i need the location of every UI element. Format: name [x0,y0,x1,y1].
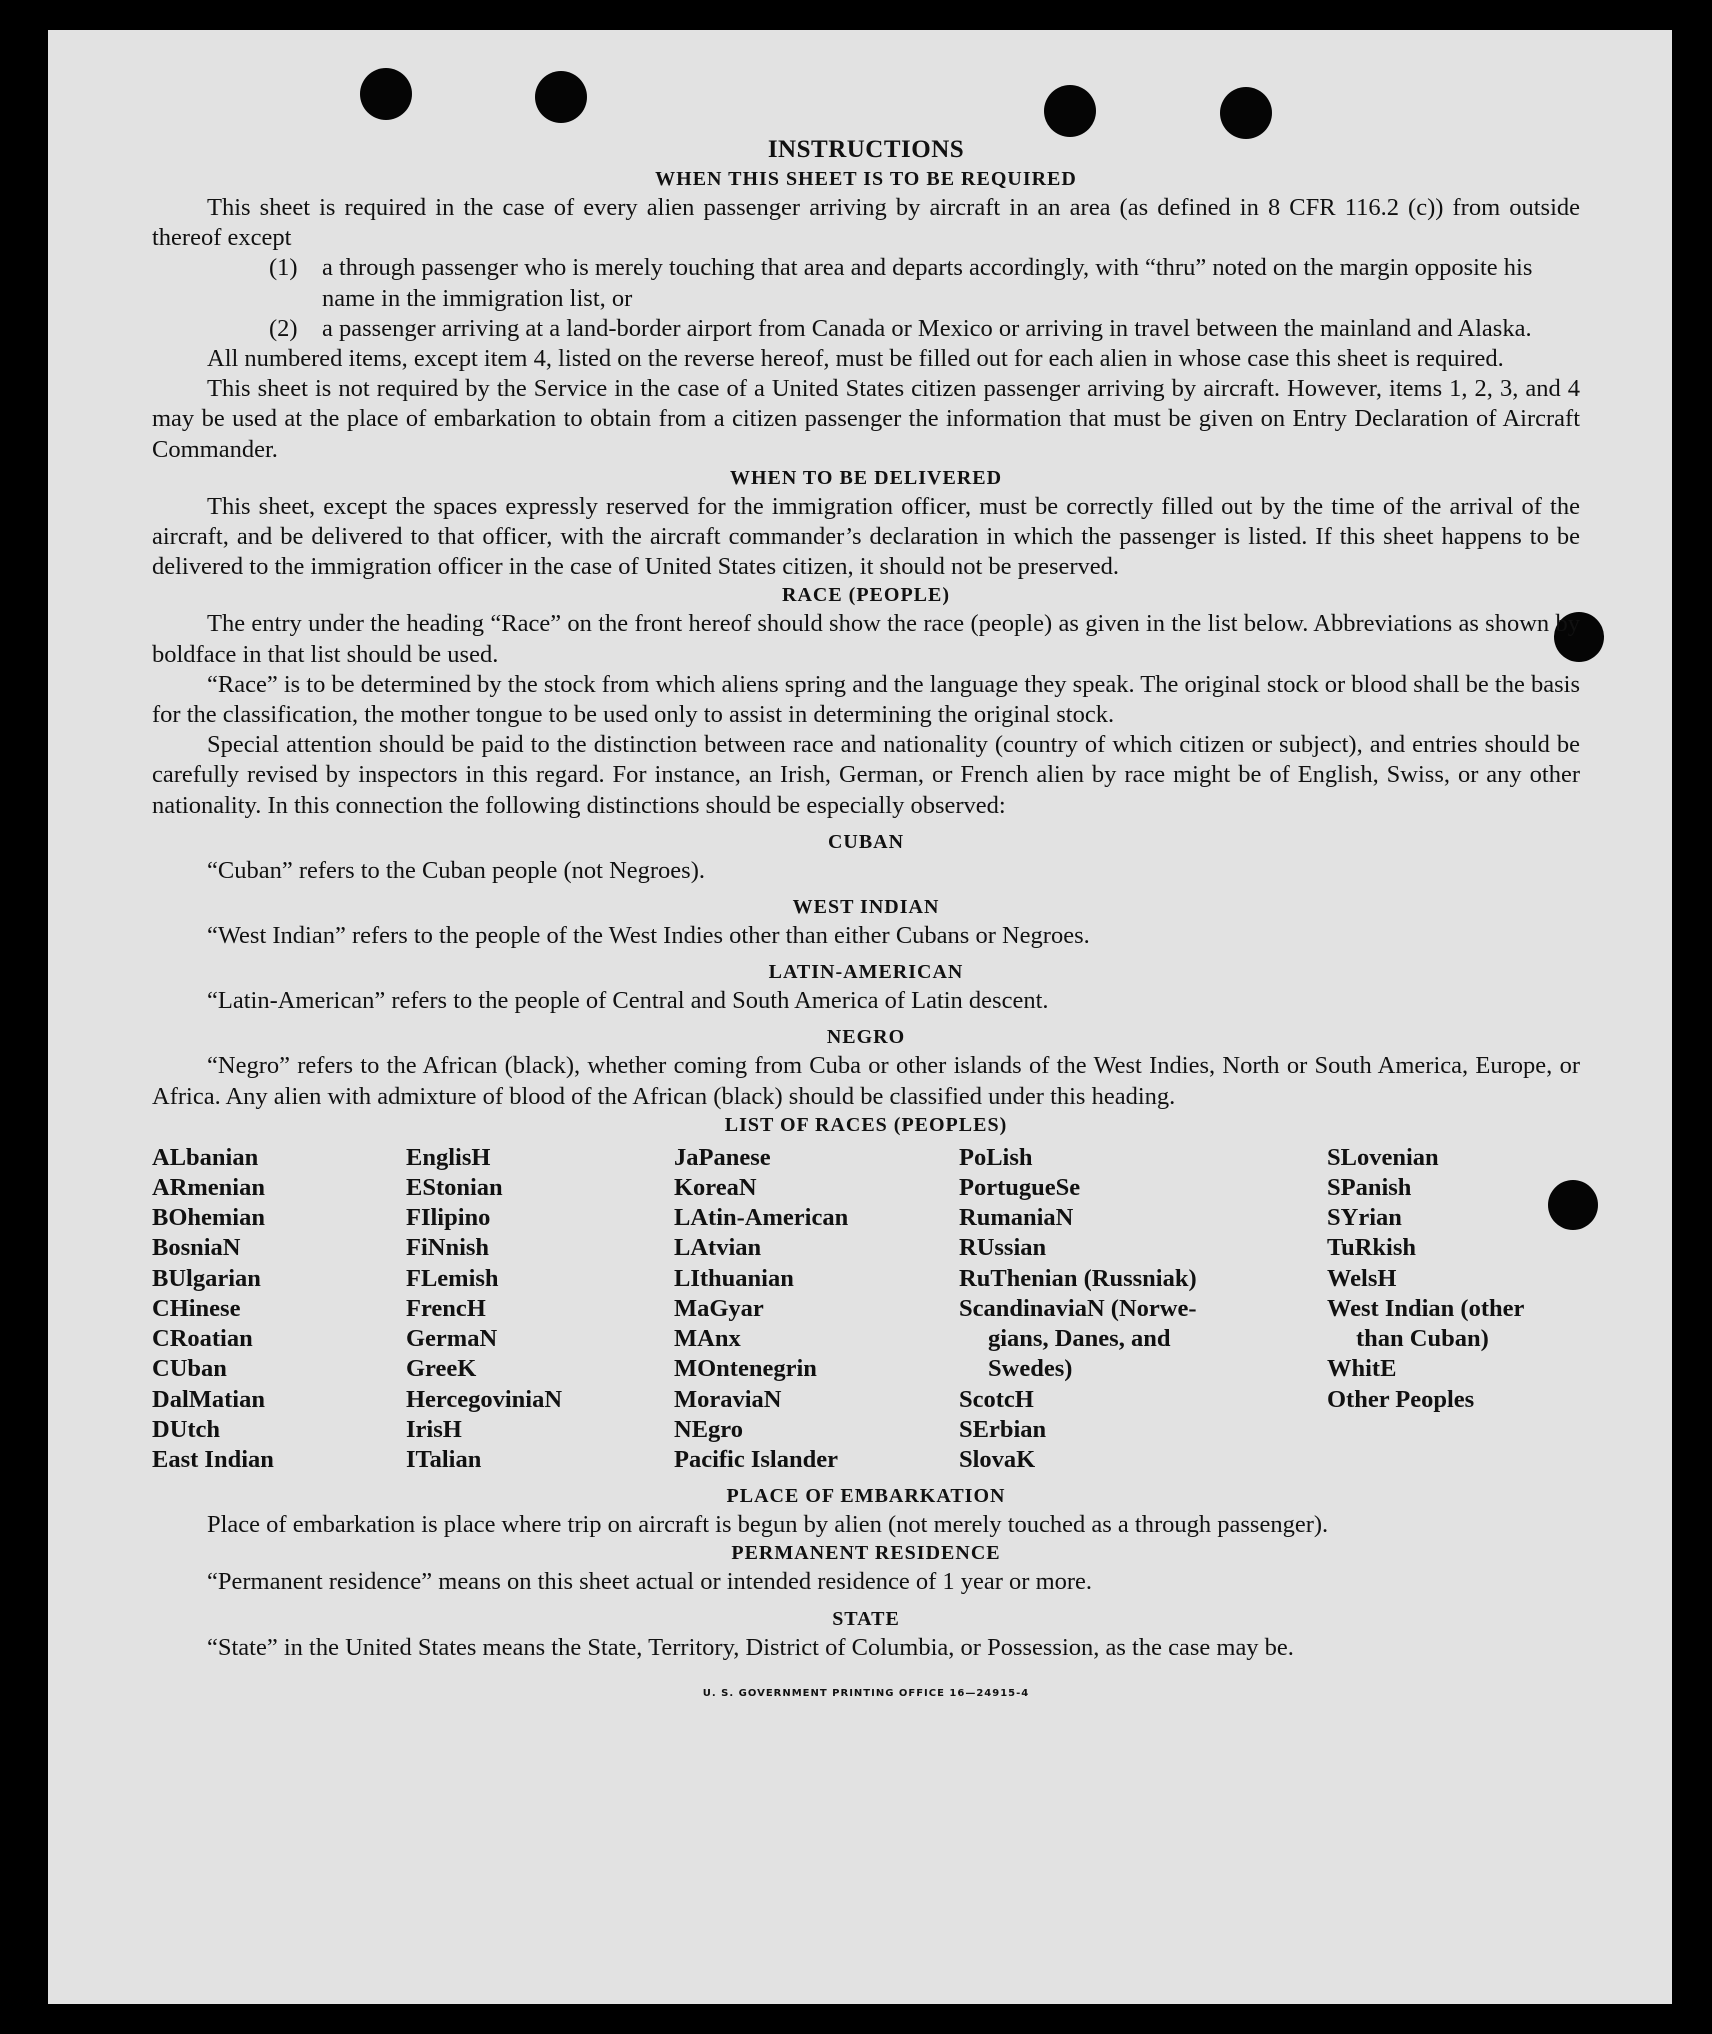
section-heading: NEGRO [826,1026,906,1049]
instructions-body [152,134,1580,1709]
paragraph: All numbered items, except item 4, listed on the reverse hereof, must be filled out for each alien in whose case this sheet is required. [207,345,1504,373]
paragraph: “State” in the United States means the State, Territory, District of Columbia, or Possession, as the case may be. [207,1633,1294,1661]
race-item: West Indian (other [1327,1294,1525,1322]
race-list [152,1143,1580,1475]
race-item: EStonian [406,1174,503,1202]
printer-imprint: U. S. GOVERNMENT PRINTING OFFICE 16—24915-4 [702,1687,1030,1699]
race-item: East Indian [152,1445,274,1473]
race-item: LAtvian [674,1234,762,1262]
document-page [48,30,1672,2004]
race-item: BUlgarian [152,1264,261,1292]
race-item: KoreaN [674,1174,757,1202]
race-item: RumaniaN [959,1204,1074,1232]
race-column [959,1143,1327,1475]
race-item: FIlipino [406,1204,491,1232]
exception-item: (2) a passenger arriving at a land-border airport from Canada or Mexico or arriving in travel between the mainland and Alaska. [269,314,1532,342]
section-heading: RACE (PEOPLE) [782,584,950,607]
section-heading: PLACE OF EMBARKATION [726,1485,1006,1508]
race-column [674,1143,959,1475]
paragraph: “Cuban” refers to the Cuban people (not Negroes). [207,856,705,884]
paragraph: Place of embarkation is place where trip on aircraft is begun by alien (not merely touched as a through passenger). [207,1511,1329,1539]
race-item: JaPanese [674,1143,771,1171]
exception-item: (1) a through passenger who is merely touching that area and departs accordingly, with “thru” noted on the margin opposite his name in the immigration list, or [269,254,1533,312]
section-heading: WEST INDIAN [792,896,940,919]
paragraph: This sheet is required in the case of every alien passenger arriving by aircraft in an area (as defined in 8 CFR 116.2 (c)) from outside thereof except [152,194,1580,252]
race-item: SYrian [1327,1204,1402,1232]
paragraph: “Negro” refers to the African (black), whether coming from Cuba or other islands of the West Indies, North or South America, Europe, or Africa. Any alien with admixture of blood of the African (black) should be classified under this heading. [152,1052,1580,1110]
section-heading: WHEN TO BE DELIVERED [729,466,1003,489]
race-item: ScotcH [959,1385,1034,1413]
race-item: BosniaN [152,1234,241,1262]
race-item: PoLish [959,1143,1033,1171]
paragraph: “Latin-American” refers to the people of Central and South America of Latin descent. [207,987,1049,1015]
punch-hole [535,71,587,123]
paragraph: “West Indian” refers to the people of the West Indies other than either Cubans or Negroes. [207,922,1090,950]
race-item: ScandinaviaN (Norwe- [959,1294,1197,1322]
race-item: SErbian [959,1415,1047,1443]
race-item: FrencH [406,1294,486,1322]
paragraph: This sheet, except the spaces expressly reserved for the immigration officer, must be correctly filled out by the time of the arrival of the aircraft, and be delivered to that officer, with the aircraft commander’s declaration in which the passenger is listed. If this sheet happens to be delivered to the immigration officer in the case of United States citizen, it should not be preserved. [152,492,1580,581]
race-item: GermaN [406,1325,498,1353]
section-heading: LIST OF RACES (PEOPLES) [724,1113,1008,1136]
page-title: INSTRUCTIONS [767,136,965,163]
race-item: CHinese [152,1294,241,1322]
race-item: SlovaK [959,1445,1036,1473]
race-item: MoraviaN [674,1385,782,1413]
race-column [152,1143,406,1475]
section-heading: PERMANENT RESIDENCE [731,1542,1001,1565]
race-item: SPanish [1327,1174,1412,1202]
paragraph: “Race” is to be determined by the stock from which aliens spring and the language they speak. The original stock or blood shall be the basis for the classification, the mother tongue to be used only to assist in determining the original stock. [152,670,1580,729]
punch-hole [1220,87,1272,139]
race-item: PortugueSe [959,1174,1081,1202]
section-heading: LATIN-AMERICAN [768,961,964,984]
paragraph: “Permanent residence” means on this sheet actual or intended residence of 1 year or more. [207,1568,1093,1596]
section-heading: WHEN THIS SHEET IS TO BE REQUIRED [655,168,1077,190]
race-item: MAnx [674,1325,741,1353]
section-heading: CUBAN [827,830,905,853]
race-item: SLovenian [1327,1143,1439,1171]
race-item: gians, Danes, and [988,1325,1171,1353]
paragraph: This sheet is not required by the Service in the case of a United States citizen passenger arriving by aircraft. However, items 1, 2, 3, and 4 may be used at the place of embarkation to obtain from a citizen passenger the information that must be given on Entry Declaration of Aircraft Commander. [152,375,1580,463]
race-item: MOntenegrin [674,1355,817,1383]
race-item: DalMatian [152,1385,265,1413]
race-item: LIthuanian [674,1264,794,1292]
race-item: LAtin-American [674,1204,849,1232]
race-item: RUssian [959,1234,1047,1262]
paragraph: Special attention should be paid to the distinction between race and nationality (country of which citizen or subject), and entries should be carefully revised by inspectors in this regard. For instance, an Irish, German, or French alien by race might be of English, Swiss, or any other nationality. In this connection the following distinctions should be especially observed: [152,731,1580,819]
race-column [1327,1143,1580,1475]
race-item: BOhemian [152,1204,265,1232]
race-item: TuRkish [1327,1234,1417,1262]
race-item: WhitE [1327,1355,1397,1383]
race-item: Other Peoples [1327,1385,1475,1413]
race-item: MaGyar [674,1294,764,1322]
race-item: GreeK [406,1355,477,1383]
race-item: RuThenian (Russniak) [959,1264,1197,1292]
section-heading: STATE [832,1607,900,1630]
race-item: FiNnish [406,1234,490,1262]
race-item: ALbanian [152,1143,259,1171]
race-item: IrisH [406,1415,462,1443]
race-item: ARmenian [152,1174,265,1202]
race-item: HercegoviniaN [406,1385,563,1413]
race-item: Pacific Islander [674,1445,838,1473]
race-item: NEgro [674,1415,743,1443]
race-item: ITalian [406,1445,482,1473]
race-item: Swedes) [988,1355,1073,1383]
race-item: CUban [152,1355,227,1383]
race-item: CRoatian [152,1325,253,1353]
race-item: WelsH [1327,1264,1397,1292]
race-item: than Cuban) [1356,1325,1489,1353]
race-item: EnglisH [406,1143,491,1171]
race-item: DUtch [152,1415,221,1443]
paragraph: The entry under the heading “Race” on the front hereof should show the race (people) as given in the list below. Abbreviations as shown by boldface in that list should be used. [152,610,1580,668]
race-item: FLemish [406,1264,499,1292]
punch-hole [1044,85,1096,137]
punch-hole [360,68,412,120]
race-column [406,1143,674,1475]
